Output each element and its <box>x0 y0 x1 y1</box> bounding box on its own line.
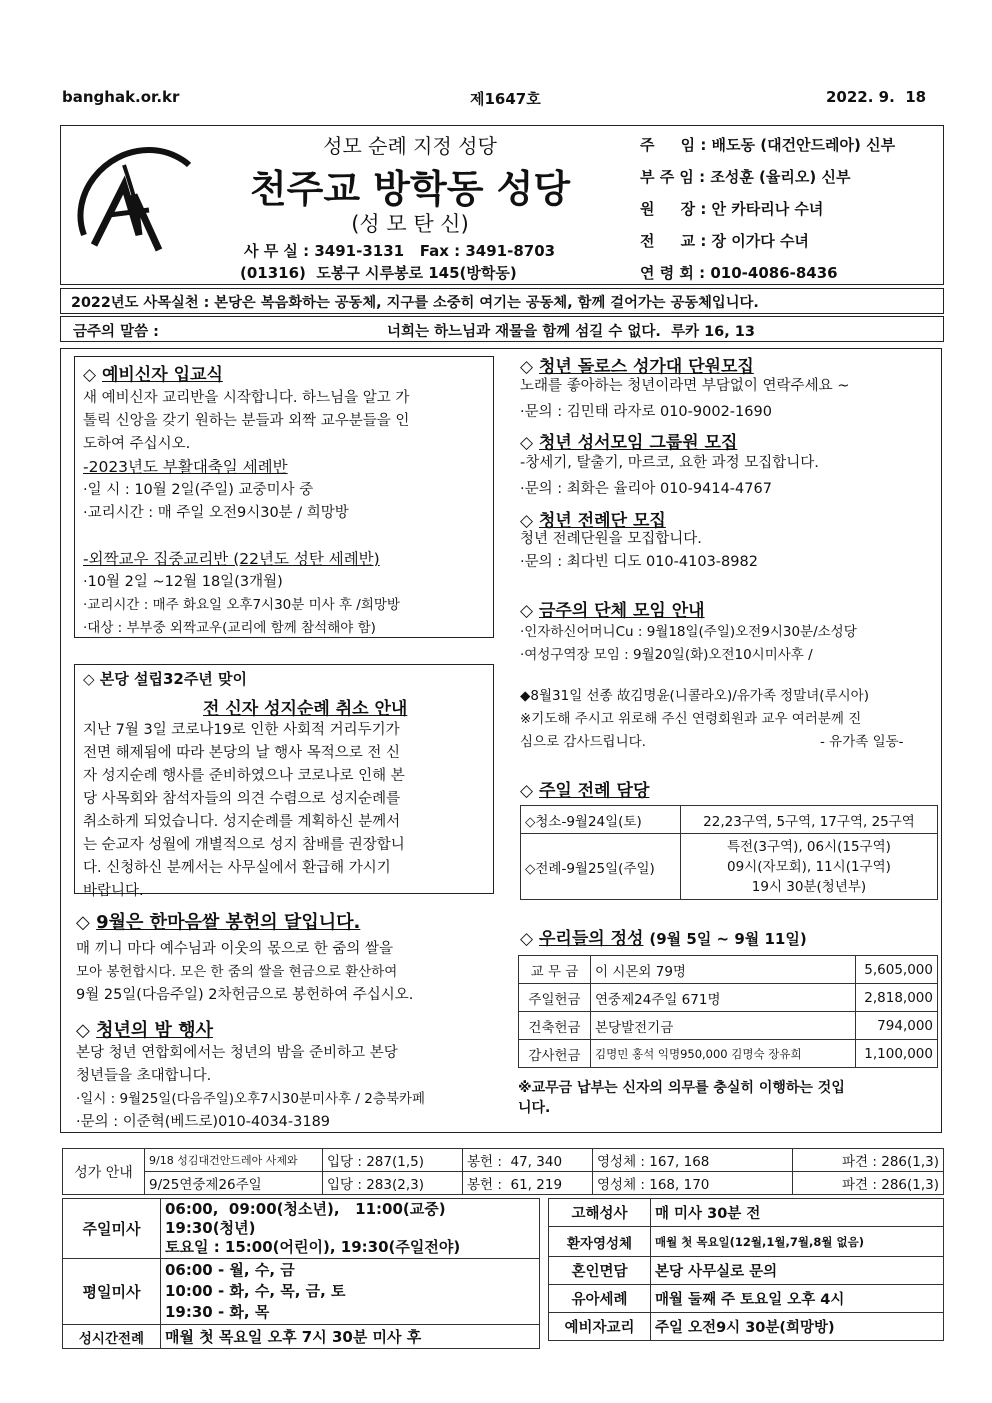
staff-assistant: 부 주 임 : 조성훈 (율리오) 신부 <box>640 168 851 186</box>
parish-title: 천주교 방학동 성당 <box>249 166 571 211</box>
groups-title: ◇ 금주의 단체 모임 안내 <box>520 601 705 621</box>
motto-box <box>60 288 944 314</box>
catechumen-body: 새 예비신자 교리반을 시작합니다. 하느님을 알고 가 톨릭 신앙을 갖기 원하는 분들과 외짝 교우분들을 인 도하여 주십시오. -2023년도 부활대축일 세례반 ·일 시 : 10월 2일(주일) 교중미사 중 ·교리시간 : 매 주일 오전9시30분 / 희망방 -외짝교우 집중교리반 (22년도 성탄 세례반) ·10월 2일 ~12월 18일(3개월) ·교리시간 : 매주 화요일 오후7시30분 미사 후 /희망방 ·대상 : 부부중 외짝교우(교리에 함께 참석해야 함) <box>83 390 410 636</box>
table-row: 고해성사 매 미사 30분 전 <box>549 1199 944 1227</box>
word-label: 금주의 말씀 : <box>73 324 159 340</box>
table-row: 혼인면담 본당 사무실로 문의 <box>549 1257 944 1285</box>
issue-number: 제1647호 <box>470 90 541 108</box>
table-row: 성시간전례 매월 첫 목요일 오후 7시 30분 미사 후 <box>63 1325 540 1349</box>
staff-list <box>640 134 895 294</box>
staff-funeral: 연 령 회 : 010-4086-8436 <box>640 264 838 282</box>
pilgrimage-title2: 전 신자 성지순례 취소 안내 <box>203 699 408 719</box>
duty-table <box>520 805 938 900</box>
bible-body: -창세기, 탈출기, 마르코, 요한 과정 모집합니다. ·문의 : 최화은 율리아 010-9414-4767 <box>520 455 819 497</box>
table-row: 9/25연중제26주일 입당 : 283(2,3) 봉헌 : 61, 219 영성체 : 168, 170 파견 : 286(1,3) <box>63 1172 944 1195</box>
table-row: 감사헌금 김명민 홍석 익명950,000 김명숙 장유희 1,100,000 <box>519 1040 938 1068</box>
table-row: 예비자교리 주일 오전9시 30분(희망방) <box>549 1313 944 1341</box>
rice-body: 매 끼니 마다 예수님과 이웃의 몫으로 한 줌의 쌀을 모아 봉헌합시다. 모은 한 줌의 쌀을 현금으로 환산하여 9월 25일(다음주일) 2차헌금으로 봉헌하여 주십시오. <box>76 941 414 1003</box>
mass-schedule-table <box>62 1198 540 1349</box>
liturgy-title: ◇ 청년 전례단 모집 <box>520 511 666 531</box>
staff-director: 원 장 : 안 카타리나 수녀 <box>640 200 824 218</box>
bible-title: ◇ 청년 성서모임 그룹원 모집 <box>520 433 738 453</box>
rice-title: ◇ 9월은 한마음쌀 봉헌의 달입니다. <box>76 912 361 933</box>
table-row: 평일미사 06:00 - 월, 수, 금 10:00 - 화, 수, 목, 금, 토 19:30 - 화, 목 <box>63 1259 540 1325</box>
table-row: ◇청소-9월24일(토) 22,23구역, 5구역, 17구역, 25구역 <box>521 806 938 834</box>
table-row: ◇전례-9월25일(주일) 특전(3구역), 06시(15구역) 09시(자모회), 11시(1구역) 19시 30분(청년부) <box>521 834 938 900</box>
table-row: 주일미사 06:00, 09:00(청소년), 11:00(교중) 19:30(청년) 토요일 : 15:00(어린이), 19:30(주일전야) <box>63 1199 540 1259</box>
staff-pastor: 주 임 : 배도동 (대건안드레아) 신부 <box>640 136 896 154</box>
staff-catechist: 전 교 : 장 이가다 수녀 <box>640 232 809 250</box>
office-contact: 사 무 실 : 3491-3131 Fax : 3491-8703 <box>244 242 556 260</box>
sacrament-table <box>548 1198 944 1341</box>
website: banghak.or.kr <box>62 88 180 106</box>
parish-logo-icon <box>64 135 194 275</box>
motto-text: 2022년도 사목실천 : 본당은 복음화하는 공동체, 지구를 소중히 여기는 공동체, 함께 걸어가는 공동체입니다. <box>71 295 759 311</box>
catechumen-title: ◇ 예비신자 입교식 <box>83 365 223 385</box>
offering-note: ※교무금 납부는 신자의 의무를 충실히 이행하는 것입 니다. <box>518 1080 845 1116</box>
pilgrimage-title: ◇ 본당 설립32주년 맞이 <box>83 670 248 688</box>
header-subtitle2: (성 모 탄 신) <box>351 212 469 236</box>
pilgrimage-body: 지난 7월 3일 코로나19로 인한 사회적 거리두기가 전면 해제됨에 따라 본당의 날 행사 목적으로 전 신 자 성지순례 행사를 준비하였으나 코로나로 인해 본 당 사목회와 참석자들의 의견 수렴으로 성지순례를 취소하게 되었습니다. 성지순례를 계획하신 분께서 는 순교자 성월에 개별적으로 성지 참배를 권장합니 다. 신청하신 분께서는 사무실에서 환급해 가시기 바랍니다. <box>83 722 405 899</box>
choir-title: ◇ 청년 돌로스 성가대 단원모집 <box>520 357 754 377</box>
table-row: 주일헌금 연중제24주일 671명 2,818,000 <box>519 984 938 1012</box>
choir-body: 노래를 좋아하는 청년이라면 부담없이 연락주세요 ~ ·문의 : 김민태 라자로 010-9002-1690 <box>520 378 850 420</box>
table-row: 유아세례 매월 둘째 주 토요일 오후 4시 <box>549 1285 944 1313</box>
pilgrimage-box <box>74 664 494 899</box>
table-row: 건축헌금 본당발전기금 794,000 <box>519 1012 938 1040</box>
youthnight-body: 본당 청년 연합회에서는 청년의 밤을 준비하고 본당 청년들을 초대합니다. ·일시 : 9월25일(다음주일)오후7시30분미사후 / 2층북카페 ·문의 : 이준혁(베드로)010-4034-3189 <box>76 1045 425 1130</box>
parish-address: (01316) 도봉구 시루봉로 145(방학동) <box>240 264 517 282</box>
obituary: ◆8월31일 선종 故김명윤(니콜라오)/유가족 정말녀(루시아) ※기도해 주시고 위로해 주신 연령회원과 교우 여러분께 진 심으로 감사드립니다. <box>520 688 869 750</box>
issue-date: 2022. 9. 18 <box>826 88 927 106</box>
liturgy-body: 청년 전례단원을 모집합니다. ·문의 : 최다빈 디도 010-4103-8982 <box>520 531 758 570</box>
offering-title: ◇ 우리들의 정성 (9월 5일 ~ 9월 11일) <box>520 929 807 949</box>
offering-table <box>518 955 938 1068</box>
obituary-sign: - 유가족 일동- <box>820 734 904 750</box>
duty-title: ◇ 주일 전례 담당 <box>520 781 650 801</box>
table-row: 환자영성체 매월 첫 목요일(12월,1월,7월,8월 없음) <box>549 1227 944 1257</box>
catechumen-box <box>74 356 494 638</box>
table-row: 교 무 금 이 시몬외 79명 5,605,000 <box>519 956 938 984</box>
groups-body: ·인자하신어머니Cu : 9월18일(주일)오전9시30분/소성당 ·여성구역장 모임 : 9월20일(화)오전10시미사후 / <box>520 624 857 663</box>
header-subtitle: 성모 순례 지정 성당 <box>323 134 497 158</box>
table-row: 성가 안내 9/18 성김대건안드레아 사제와 입당 : 287(1,5) 봉헌 : 47, 340 영성체 : 167, 168 파견 : 286(1,3) <box>63 1149 944 1172</box>
youthnight-title: ◇ 청년의 밤 행사 <box>76 1020 213 1041</box>
word-text: 너희는 하느님과 재물을 함께 섬길 수 없다. 루카 16, 13 <box>387 324 755 340</box>
word-box <box>60 316 944 342</box>
stats-table <box>62 1148 944 1195</box>
